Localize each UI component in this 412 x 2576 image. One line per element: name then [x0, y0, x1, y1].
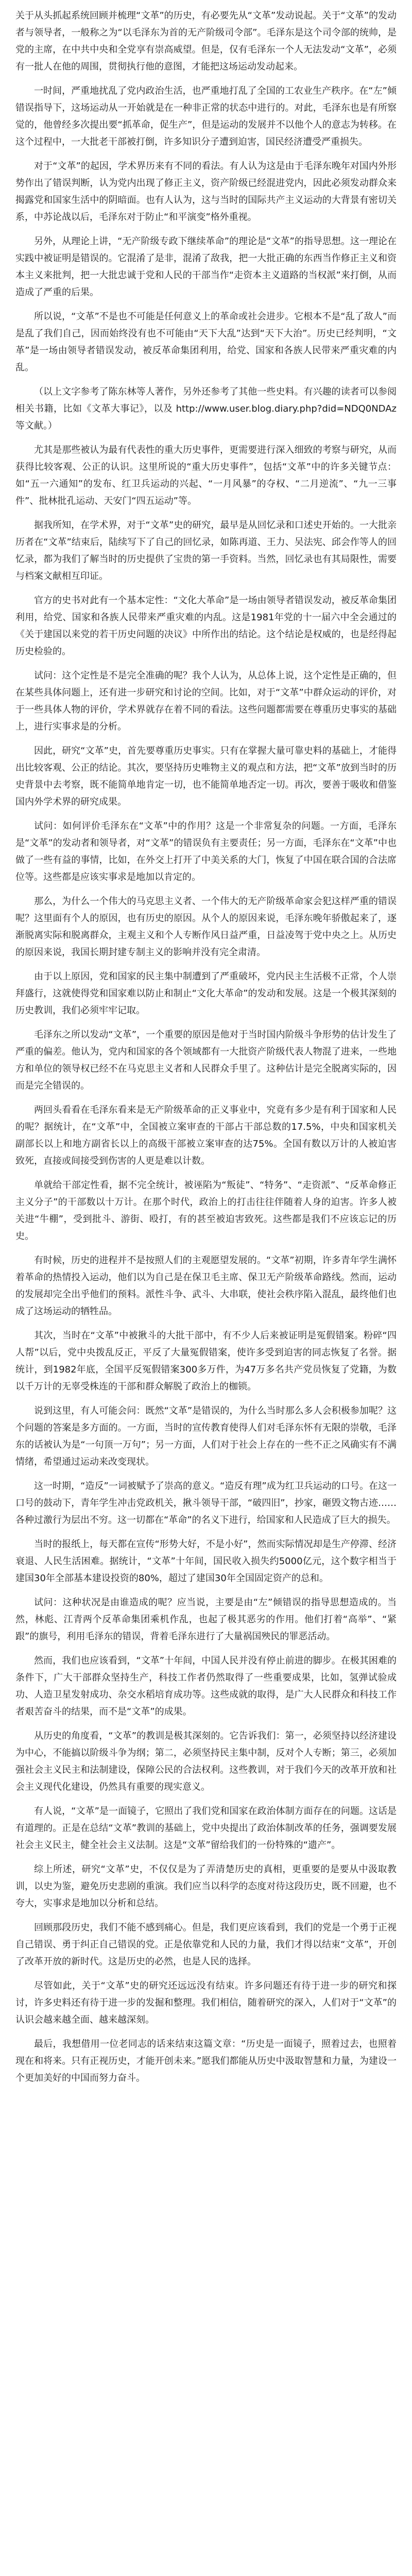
article-paragraph: 一时间，严重地扰乱了党内政治生活，也严重地打乱了全国的工农业生产秩序。在“左”倾错误指导下，这场运动从一开始就是在一种非正常的状态中进行的。对此，毛泽东也是有所察觉的，他曾经多次提出要“抓革命，促生产”，但是运动的发展并不以他个人的意志为转移。在这个过程中，一大批老干部被打倒，许多知识分子遭到迫害，国民经济遭受严重损失。	[15, 86, 397, 147]
article-paragraph: 那么，为什么一个伟大的马克思主义者、一个伟大的无产阶级革命家会犯这样严重的错误呢？这里面有个人的原因，也有历史的原因。从个人的原因来说，毛泽东晚年骄傲起来了，逐渐脱离实际和脱离群众，主观主义和个人专断作风日益严重，日益凌驾于党中央之上。从历史的原因来说，我国长期封建专制主义的影响并没有完全肃清。	[15, 896, 397, 958]
article-paragraph: 因此，研究“文革”史，首先要尊重历史事实。只有在掌握大量可靠史料的基础上，才能得出比较客观、公正的结论。其次，要坚持历史唯物主义的观点和方法，把“文革”放到当时的历史背景中去考察，既不能简单地肯定一切，也不能简单地否定一切。再次，要善于吸收和借鉴国内外学术界的研究成果。	[15, 745, 397, 807]
article-paragraph: 当时的报纸上，每天都在宣传“形势大好，不是小好”，然而实际情况却是生产停滞、经济衰退、人民生活困难。据统计，“文革”十年间，国民收入损失约5000亿元，这个数字相当于建国30年全部基本建设投资的80%，超过了建国30年全国固定资产的总和。	[15, 1539, 397, 1584]
article-paragraph: 最后，我想借用一位老同志的话来结束这篇文章：“历史是一面镜子，照着过去，也照着现在和将来。只有正视历史，才能开创未来。”愿我们都能从历史中汲取智慧和力量，为建设一个更加美好的中国而努力奋斗。	[15, 2039, 397, 2083]
article-paragraph: 毛泽东之所以发动“文革”，一个重要的原因是他对于当时国内阶级斗争形势的估计发生了严重的偏差。他认为，党内和国家的各个领域都有一大批资产阶级代表人物混了进来，一些地方和单位的领导权已经不在马克思主义者和人民群众手里了。这种估计是完全脱离实际的，因而是完全错误的。	[15, 1029, 397, 1091]
article-paragraph: 有人说，“文革”是一面镜子，它照出了我们党和国家在政治体制方面存在的问题。这话是有道理的。正是在总结“文革”教训的基础上，党中央提出了政治体制改革的任务，强调要发展社会主义民主，健全社会主义法制。这是“文革”留给我们的一份特殊的“遗产”。	[15, 1806, 397, 1851]
article-paragraph: 从历史的角度看，“文革”的教训是极其深刻的。它告诉我们：第一，必须坚持以经济建设为中心，不能搞以阶级斗争为纲；第二，必须坚持民主集中制，反对个人专断；第三，必须加强社会主义民主和法制建设，保障公民的合法权利。这些教训，对于我们今天的改革开放和社会主义现代化建设，仍然具有重要的现实意义。	[15, 1731, 397, 1792]
article-paragraph: 两回头看看在毛泽东看来是无产阶级革命的正义事业中，究竟有多少是有利于国家和人民的呢？据统计，在“文革”中，全国被立案审查的干部占干部总数的17.5%，中央和国家机关副部长以上和地方副省长以上的高级干部被立案审查的达75%。全国有数以万计的人被迫害致死，直接或间接受到伤害的人更是难以计数。	[15, 1105, 397, 1166]
article-paragraph: 试问：这种状况是由谁造成的呢？应当说，主要是由“左”倾错误的指导思想造成的。当然，林彪、江青两个反革命集团乘机作乱，也起了极其恶劣的作用。他们打着“高举”、“紧跟”的旗号，利用毛泽东的错误，背着毛泽东进行了大量祸国殃民的罪恶活动。	[15, 1597, 397, 1642]
article-paragraph: 然而，我们也应该看到，“文革”十年间，中国人民并没有停止前进的脚步。在极其困难的条件下，广大干部群众坚持生产，科技工作者仍然取得了一些重要成果，比如，氢弹试验成功、人造卫星发射成功、杂交水稻培育成功等。这些成就的取得，是广大人民群众和科技工作者艰苦奋斗的结果，而不是“文革”的成果。	[15, 1655, 397, 1717]
article-paragraph: 对于“文革”的起因，学术界历来有不同的看法。有人认为这是由于毛泽东晚年对国内外形势作出了错误判断，认为党内出现了修正主义，资产阶级已经混进党内，因此必须发动群众来揭露党和国家生活中的阴暗面。也有人认为，这与当时的国际共产主义运动的大背景有密切关系，中苏论战以后，毛泽东对于防止“和平演变”格外重视。	[15, 161, 397, 223]
article-paragraph: 单就给干部定性看，据不完全统计，被诬陷为“叛徒”、“特务”、“走资派”、“反革命修正主义分子”的干部数以十万计。在那个时代，政治上的打击往往伴随着人身的迫害。许多人被关进“牛棚”，受到批斗、游街、殴打，有的甚至被迫害致死。这些都是我们不应该忘记的历史。	[15, 1180, 397, 1242]
article-paragraph: 试问：如何评价毛泽东在“文革”中的作用？这是一个非常复杂的问题。一方面，毛泽东是“文革”的发动者和领导者，对“文革”的错误负有主要责任；另一方面，毛泽东在“文革”中也做了一些有益的事情，比如，在外交上打开了中美关系的大门，恢复了中国在联合国的合法席位等。这些都是应该实事求是地加以肯定的。	[15, 821, 397, 883]
article-paragraph: 尤其是那些被认为最有代表性的重大历史事件，更需要进行深入细致的考察与研究，从而获得比较客观、公正的认识。这里所说的“重大历史事件”，包括“文革”中的许多关键节点：如“五一六通知”的发布、红卫兵运动的兴起、“一月风暴”的夺权、“二月逆流”、“九一三事件”、批林批孔运动、天安门“四五运动”等。	[15, 445, 397, 506]
article-paragraph: 官方的史书对此有一个基本定性：“文化大革命”是一场由领导者错误发动，被反革命集团利用，给党、国家和各族人民带来严重灾难的内乱。这是1981年党的十一届六中全会通过的《关于建国以来党的若干历史问题的决议》中所作出的结论。这个结论是权威的，也是经得起历史检验的。	[15, 595, 397, 657]
article-paragraph: 尽管如此，关于“文革”史的研究还远远没有结束。许多问题还有待于进一步的研究和探讨，许多史料还有待于进一步的发掘和整理。我们相信，随着研究的深入，人们对于“文革”的认识会越来越全面、越来越深刻。	[15, 1980, 397, 2025]
article-paragraph: 试问：这个定性是不是完全准确的呢？我个人认为，从总体上说，这个定性是正确的，但在某些具体问题上，还有进一步研究和讨论的空间。比如，对于“文革”中群众运动的评价，对于一些具体人物的评价，学术界就存在着不同的看法。这些问题都需要在尊重历史事实的基础上，进行实事求是的分析。	[15, 670, 397, 732]
article-paragraph: 回顾那段历史，我们不能不感到痛心。但是，我们更应该看到，我们的党是一个勇于正视自己错误、勇于纠正自己错误的党。正是依靠党和人民的力量，我们才得以结束“文革”，开创了改革开放的新时代。这是历史的必然，也是人民的选择。	[15, 1922, 397, 1967]
article-paragraph: 其次，当时在“文革”中被揪斗的大批干部中，有不少人后来被证明是冤假错案。粉碎“四人帮”以后，党中央拨乱反正，平反了大量冤假错案，使许多受到迫害的同志恢复了名誉。据统计，到1982年底，全国平反冤假错案300多万件，为47万多名共产党员恢复了党籍，为数以千万计的无辜受株连的干部和群众解脱了政治上的枷锁。	[15, 1330, 397, 1392]
article-paragraph: 说到这里，有人可能会问：既然“文革”是错误的，为什么当时那么多人会积极参加呢？这个问题的答案是多方面的。一方面，当时的宣传教育使得人们对毛泽东怀有无限的崇敬，毛泽东的话被认为是“一句顶一万句”；另一方面，人们对于社会上存在的一些不正之风确实有不满情绪，希望通过运动来改变现状。	[15, 1405, 397, 1467]
article-paragraph: 另外，从理论上讲，“无产阶级专政下继续革命”的理论是“文革”的指导思想。这一理论在实践中被证明是错误的。它混淆了是非，混淆了敌我，把一大批正确的东西当作修正主义和资本主义来批判，把一大批忠诚于党和人民的干部当作“走资本主义道路的当权派”来打倒，从而造成了严重的后果。	[15, 236, 397, 298]
article-paragraph: 综上所述，研究“文革”史，不仅仅是为了弄清楚历史的真相，更重要的是要从中汲取教训，以史为鉴，避免历史悲剧的重演。我们应当以科学的态度对待这段历史，既不回避，也不夸大，实事求是地加以分析和总结。	[15, 1864, 397, 1909]
article-paragraph: 由于以上原因，党和国家的民主集中制遭到了严重破坏，党内民主生活极不正常，个人崇拜盛行，这就使得党和国家难以防止和制止“文化大革命”的发动和发展。这是一个极其深刻的历史教训，我们必须牢牢记取。	[15, 971, 397, 1016]
article-body	[15, 7, 397, 2087]
article-paragraph-with-link[interactable]: （以上文字参考了陈东林等人著作，另外还参考了其他一些史料。有兴趣的读者可以参阅相关书籍，比如《文革大事记》，以及 http://www.user.blog.diary.php?did=NDQ0NDAz 等文献。）	[15, 386, 397, 431]
article-paragraph: 所以说，“文革”不是也不可能是任何意义上的革命或社会进步。它根本不是“乱了敌人”而是乱了我们自己，因而始终没有也不可能由“天下大乱”达到“天下大治”。历史已经判明，“文革”是一场由领导者错误发动，被反革命集团利用，给党、国家和各族人民带来严重灾难的内乱。	[15, 311, 397, 373]
article-paragraph: 有时候，历史的进程并不是按照人们的主观愿望发展的。“文革”初期，许多青年学生满怀着革命的热情投入运动，他们以为自己是在保卫毛主席、保卫无产阶级革命路线。然而，运动的发展却完全出乎他们的预料。派性斗争、武斗、大串联，使社会秩序陷入混乱，最终他们也成了这场运动的牺牲品。	[15, 1255, 397, 1317]
article-paragraph: 这一时期，“造反”一词被赋予了崇高的意义。“造反有理”成为红卫兵运动的口号。在这一口号的鼓动下，青年学生冲击党政机关，揪斗领导干部，“破四旧”，抄家，砸毁文物古迹……各种过激行为层出不穷。这一切都在“革命”的名义下进行，给国家和人民造成了巨大的损失。	[15, 1481, 397, 1526]
article-paragraph: 关于从头抓起系统回顾并梳理“文革”的历史，有必要先从“文革”发动说起。关于“文革”的发动者与领导者，一般称之为“以毛泽东为首的无产阶级司令部”。毛泽东是这个司令部的统帅，是党的主席，在中共中央和全党享有崇高威望。但是，仅有毛泽东一个人无法发动“文革”，必须有一批人在他的周围，贯彻执行他的意图，才能把这场运动发动起来。	[15, 10, 397, 72]
article-paragraph: 据我所知，在学术界，对于“文革”史的研究，最早是从回忆录和口述史开始的。一大批亲历者在“文革”结束后，陆续写下了自己的回忆录，如陈再道、王力、吴法宪、邱会作等人的回忆录，都为我们了解当时的历史提供了宝贵的第一手资料。当然，回忆录也有其局限性，需要与档案文献相互印证。	[15, 520, 397, 582]
